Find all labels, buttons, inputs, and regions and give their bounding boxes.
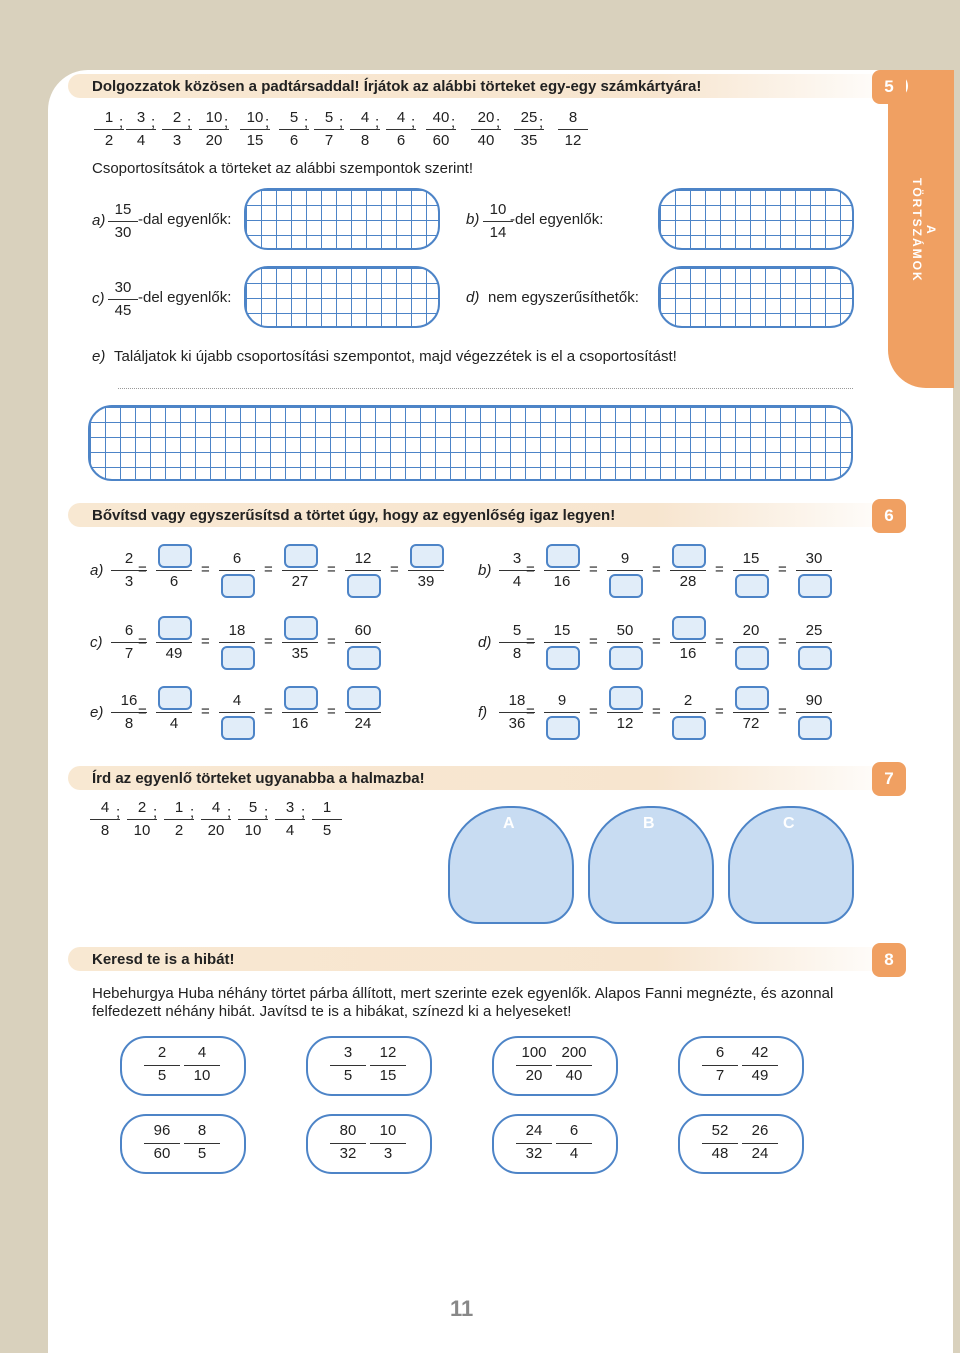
- fraction-bar: [733, 570, 769, 571]
- denominator-answer-box[interactable]: [735, 574, 769, 598]
- exercise-7-number: 7: [872, 762, 906, 796]
- denominator-answer-box[interactable]: [798, 574, 832, 598]
- denominator: 16: [553, 573, 571, 590]
- numerator-answer-box[interactable]: [410, 544, 444, 568]
- item-a-label: a): [92, 212, 106, 229]
- equals-sign: =: [589, 703, 598, 720]
- separator: ;: [304, 114, 309, 131]
- separator: ;: [153, 804, 158, 821]
- fraction-bar: [156, 712, 192, 713]
- fraction-bar: [156, 642, 192, 643]
- fraction-bar: [607, 642, 643, 643]
- numerator: 2: [124, 550, 134, 567]
- item-a-text: -dal egyenlők:: [138, 211, 232, 228]
- numerator: 12: [354, 550, 372, 567]
- pair-denominator: 5: [157, 1067, 167, 1084]
- denominator: 7: [124, 645, 134, 662]
- fraction-bar: [742, 1143, 778, 1144]
- equals-sign: =: [715, 703, 724, 720]
- equals-sign: =: [327, 561, 336, 578]
- numerator: 60: [354, 622, 372, 639]
- fraction-card: 5 6: [277, 108, 311, 151]
- fraction-card: 1 2: [92, 108, 126, 151]
- pair-denominator: 5: [343, 1067, 353, 1084]
- pair-denominator: 7: [715, 1067, 725, 1084]
- item-d-label: d): [466, 289, 480, 306]
- answer-grid-c[interactable]: [244, 266, 440, 328]
- numerator-answer-box[interactable]: [735, 686, 769, 710]
- fraction-card: 1 2: [162, 798, 196, 841]
- fraction-bar: [219, 570, 255, 571]
- exercise-6-number: 6: [872, 499, 906, 533]
- denominator-answer-box[interactable]: [546, 646, 580, 670]
- fraction-bar: [670, 570, 706, 571]
- pair-denominator: 32: [525, 1145, 543, 1162]
- item-b-text: -del egyenlők:: [510, 211, 604, 228]
- pair-denominator: 49: [751, 1067, 769, 1084]
- numerator: 90: [805, 692, 823, 709]
- side-title: A TÖRTSZÁMOK: [910, 177, 938, 283]
- fraction-card: 2 10: [125, 798, 159, 841]
- group-instruction: Csoportosítsátok a törteket az alábbi szempontok szerint!: [92, 160, 474, 177]
- denominator-answer-box[interactable]: [672, 716, 706, 740]
- fraction-bar: [184, 1065, 220, 1066]
- numerator: 6: [124, 622, 134, 639]
- fraction-bar: [607, 712, 643, 713]
- equals-sign: =: [526, 561, 535, 578]
- numerator: 30: [805, 550, 823, 567]
- numerator: 18: [228, 622, 246, 639]
- denominator-answer-box[interactable]: [221, 574, 255, 598]
- fraction-bar: [670, 642, 706, 643]
- denominator: 16: [679, 645, 697, 662]
- fraction-bar: [282, 712, 318, 713]
- numerator: 9: [620, 550, 630, 567]
- row-label: e): [90, 704, 104, 721]
- fraction-15-30: 15 30: [106, 200, 140, 243]
- equals-sign: =: [715, 561, 724, 578]
- denominator: 27: [291, 573, 309, 590]
- fraction-bar: [408, 570, 444, 571]
- equals-sign: =: [138, 703, 147, 720]
- denominator: 35: [291, 645, 309, 662]
- numerator-answer-box[interactable]: [672, 616, 706, 640]
- denominator: 8: [512, 645, 522, 662]
- denominator-answer-box[interactable]: [221, 646, 255, 670]
- pair-numerator: 100: [521, 1044, 547, 1061]
- equals-sign: =: [264, 633, 273, 650]
- separator: ;: [301, 804, 306, 821]
- equals-sign: =: [390, 561, 399, 578]
- pair-denominator: 60: [153, 1145, 171, 1162]
- numerator-answer-box[interactable]: [284, 686, 318, 710]
- fraction-bar: [702, 1065, 738, 1066]
- separator: ;: [116, 804, 121, 821]
- separator: ;: [264, 804, 269, 821]
- numerator-answer-box[interactable]: [158, 544, 192, 568]
- separator: ;: [265, 114, 270, 131]
- fraction-bar: [330, 1065, 366, 1066]
- pair-numerator: 42: [751, 1044, 769, 1061]
- numerator: 16: [120, 692, 138, 709]
- numerator: 6: [232, 550, 242, 567]
- fraction-10-14: 10 14: [481, 200, 515, 243]
- separator: ;: [227, 804, 232, 821]
- item-e-label: e): [92, 348, 106, 365]
- exercise-8-number: 8: [872, 943, 906, 977]
- fraction-bar: [156, 570, 192, 571]
- denominator-answer-box[interactable]: [735, 646, 769, 670]
- denominator: 49: [165, 645, 183, 662]
- fraction-card: 1 5: [310, 798, 344, 841]
- equals-sign: =: [201, 703, 210, 720]
- equals-sign: =: [526, 703, 535, 720]
- separator: ;: [187, 114, 192, 131]
- pair-numerator: 6: [569, 1122, 579, 1139]
- pair-numerator: 96: [153, 1122, 171, 1139]
- fraction-bar: [345, 712, 381, 713]
- separator: ;: [151, 114, 156, 131]
- pair-denominator: 4: [569, 1145, 579, 1162]
- pair-denominator: 40: [565, 1067, 583, 1084]
- equals-sign: =: [201, 561, 210, 578]
- denominator: 24: [354, 715, 372, 732]
- fraction-bar: [556, 1143, 592, 1144]
- equals-sign: =: [264, 703, 273, 720]
- fraction-bar: [370, 1065, 406, 1066]
- equals-sign: =: [589, 561, 598, 578]
- denominator-answer-box[interactable]: [798, 646, 832, 670]
- numerator: 20: [742, 622, 760, 639]
- fraction-bar: [144, 1143, 180, 1144]
- numerator-answer-box[interactable]: [158, 686, 192, 710]
- fraction-card: 10 20: [197, 108, 231, 151]
- fraction-bar: [556, 1065, 592, 1066]
- pair-numerator: 12: [379, 1044, 397, 1061]
- denominator-answer-box[interactable]: [347, 646, 381, 670]
- equals-sign: =: [778, 633, 787, 650]
- separator: ;: [496, 114, 501, 131]
- answer-grid-a[interactable]: [244, 188, 440, 250]
- row-label: d): [478, 634, 492, 651]
- pair-numerator: 2: [157, 1044, 167, 1061]
- item-c-label: c): [92, 290, 105, 307]
- fraction-card: 20 40: [469, 108, 503, 151]
- separator: ;: [339, 114, 344, 131]
- denominator: 8: [124, 715, 134, 732]
- pair-denominator: 10: [193, 1067, 211, 1084]
- separator: ;: [190, 804, 195, 821]
- fraction-bar: [544, 570, 580, 571]
- set-a-label: A: [503, 815, 515, 832]
- pair-numerator: 10: [379, 1122, 397, 1139]
- separator: ;: [119, 114, 124, 131]
- equals-sign: =: [327, 633, 336, 650]
- denominator-answer-box[interactable]: [609, 574, 643, 598]
- denominator-answer-box[interactable]: [609, 646, 643, 670]
- denominator: 4: [512, 573, 522, 590]
- fraction-card: 10 15: [238, 108, 272, 151]
- row-label: a): [90, 562, 104, 579]
- fraction-bar: [733, 712, 769, 713]
- pair-numerator: 26: [751, 1122, 769, 1139]
- answer-grid-d[interactable]: [658, 266, 854, 328]
- numerator: 15: [742, 550, 760, 567]
- fraction-bar: [796, 642, 832, 643]
- numerator: 5: [512, 622, 522, 639]
- pair-denominator: 32: [339, 1145, 357, 1162]
- fraction-bar: [219, 642, 255, 643]
- row-label: f): [478, 704, 488, 721]
- pair-denominator: 3: [383, 1145, 393, 1162]
- denominator: 39: [417, 573, 435, 590]
- fraction-bar: [144, 1065, 180, 1066]
- pair-numerator: 6: [715, 1044, 725, 1061]
- fraction-card: 3 4: [273, 798, 307, 841]
- dotted-answer-line[interactable]: [118, 388, 853, 389]
- answer-grid-b[interactable]: [658, 188, 854, 250]
- numerator: 9: [557, 692, 567, 709]
- fraction-bar: [607, 570, 643, 571]
- equals-sign: =: [327, 703, 336, 720]
- fraction-card: 4 8: [348, 108, 382, 151]
- pair-denominator: 5: [197, 1145, 207, 1162]
- exercise-6-title: Bővítsd vagy egyszerűsítsd a törtet úgy, hogy az egyenlőség igaz legyen!: [68, 503, 908, 527]
- fraction-bar: [670, 712, 706, 713]
- fraction-card: 4 8: [88, 798, 122, 841]
- numerator: 3: [512, 550, 522, 567]
- fraction-bar: [516, 1143, 552, 1144]
- fraction-card: 2 3: [160, 108, 194, 151]
- denominator-answer-box[interactable]: [546, 716, 580, 740]
- pair-numerator: 52: [711, 1122, 729, 1139]
- fraction-card: 3 4: [124, 108, 158, 151]
- set-b-label: B: [643, 815, 655, 832]
- fraction-bar: [282, 642, 318, 643]
- denominator: 6: [169, 573, 179, 590]
- fraction-card: 4 6: [384, 108, 418, 151]
- fraction-bar: [796, 570, 832, 571]
- equals-sign: =: [778, 561, 787, 578]
- separator: ;: [451, 114, 456, 131]
- fraction-bar: [742, 1065, 778, 1066]
- denominator: 16: [291, 715, 309, 732]
- numerator: 4: [232, 692, 242, 709]
- pair-numerator: 3: [343, 1044, 353, 1061]
- denominator: 4: [169, 715, 179, 732]
- fraction-card: 5 7: [312, 108, 346, 151]
- equals-sign: =: [264, 561, 273, 578]
- separator: ;: [539, 114, 544, 131]
- item-c-text: -del egyenlők:: [138, 289, 232, 306]
- numerator: 50: [616, 622, 634, 639]
- equals-sign: =: [526, 633, 535, 650]
- denominator: 3: [124, 573, 134, 590]
- fraction-bar: [733, 642, 769, 643]
- fraction-card: 4 20: [199, 798, 233, 841]
- equals-sign: =: [138, 561, 147, 578]
- page-number: 11: [450, 1296, 474, 1321]
- denominator: 28: [679, 573, 697, 590]
- denominator-answer-box[interactable]: [221, 716, 255, 740]
- pair-denominator: 24: [751, 1145, 769, 1162]
- answer-grid-e[interactable]: [88, 405, 853, 481]
- separator: ;: [375, 114, 380, 131]
- fraction-card: 8 12: [556, 108, 590, 151]
- exercise-8-title: Keresd te is a hibát!: [68, 947, 908, 971]
- denominator-answer-box[interactable]: [798, 716, 832, 740]
- numerator: 18: [508, 692, 526, 709]
- row-label: c): [90, 634, 103, 651]
- exercise-7-title: Írd az egyenlő törteket ugyanabba a halmazba!: [68, 766, 908, 790]
- equals-sign: =: [138, 633, 147, 650]
- exercise-5-title: Dolgozzatok közösen a padtársaddal! Írjátok az alábbi törteket egy-egy számkártyára!: [68, 74, 908, 98]
- fraction-bar: [219, 712, 255, 713]
- denominator: 36: [508, 715, 526, 732]
- denominator-answer-box[interactable]: [347, 574, 381, 598]
- equals-sign: =: [715, 633, 724, 650]
- numerator-answer-box[interactable]: [284, 616, 318, 640]
- numerator-answer-box[interactable]: [546, 544, 580, 568]
- numerator-answer-box[interactable]: [284, 544, 318, 568]
- numerator-answer-box[interactable]: [672, 544, 706, 568]
- equals-sign: =: [652, 561, 661, 578]
- fraction-bar: [544, 642, 580, 643]
- fraction-bar: [345, 570, 381, 571]
- pair-denominator: 48: [711, 1145, 729, 1162]
- numerator-answer-box[interactable]: [158, 616, 192, 640]
- numerator-answer-box[interactable]: [347, 686, 381, 710]
- fraction-card: 40 60: [424, 108, 458, 151]
- exercise-5-number: 5: [872, 70, 906, 104]
- numerator: 25: [805, 622, 823, 639]
- item-e-text: Találjatok ki újabb csoportosítási szempontot, majd végezzétek is el a csoportosítást!: [114, 348, 677, 365]
- denominator: 72: [742, 715, 760, 732]
- pair-numerator: 24: [525, 1122, 543, 1139]
- pair-denominator: 15: [379, 1067, 397, 1084]
- equals-sign: =: [652, 703, 661, 720]
- equals-sign: =: [589, 633, 598, 650]
- equals-sign: =: [778, 703, 787, 720]
- equals-sign: =: [201, 633, 210, 650]
- fraction-bar: [345, 642, 381, 643]
- fraction-bar: [282, 570, 318, 571]
- fraction-bar: [370, 1143, 406, 1144]
- pair-numerator: 4: [197, 1044, 207, 1061]
- row-label: b): [478, 562, 492, 579]
- equals-sign: =: [652, 633, 661, 650]
- fraction-bar: [184, 1143, 220, 1144]
- pair-numerator: 8: [197, 1122, 207, 1139]
- pair-numerator: 200: [561, 1044, 587, 1061]
- fraction-bar: [330, 1143, 366, 1144]
- denominator: 12: [616, 715, 634, 732]
- item-b-label: b): [466, 211, 480, 228]
- fraction-card: 5 10: [236, 798, 270, 841]
- separator: ;: [224, 114, 229, 131]
- pair-denominator: 20: [525, 1067, 543, 1084]
- numerator-answer-box[interactable]: [609, 686, 643, 710]
- fraction-bar: [516, 1065, 552, 1066]
- exercise-8-text: Hebehurgya Huba néhány törtet párba állított, mert szerinte ezek egyenlők. Alapos Fanni megnézte, és azonnal felfedezett néhány hibát. Javítsd te is a hibákat, színezd ki a helyeseket!: [92, 985, 834, 1020]
- pair-numerator: 80: [339, 1122, 357, 1139]
- fraction-bar: [702, 1143, 738, 1144]
- fraction-30-45: 30 45: [106, 278, 140, 321]
- fraction-card: 25 35: [512, 108, 546, 151]
- fraction-bar: [796, 712, 832, 713]
- numerator: 15: [553, 622, 571, 639]
- item-d-text: nem egyszerűsíthetők:: [488, 289, 639, 306]
- separator: ;: [411, 114, 416, 131]
- fraction-bar: [544, 712, 580, 713]
- numerator: 2: [683, 692, 693, 709]
- set-c-label: C: [783, 815, 795, 832]
